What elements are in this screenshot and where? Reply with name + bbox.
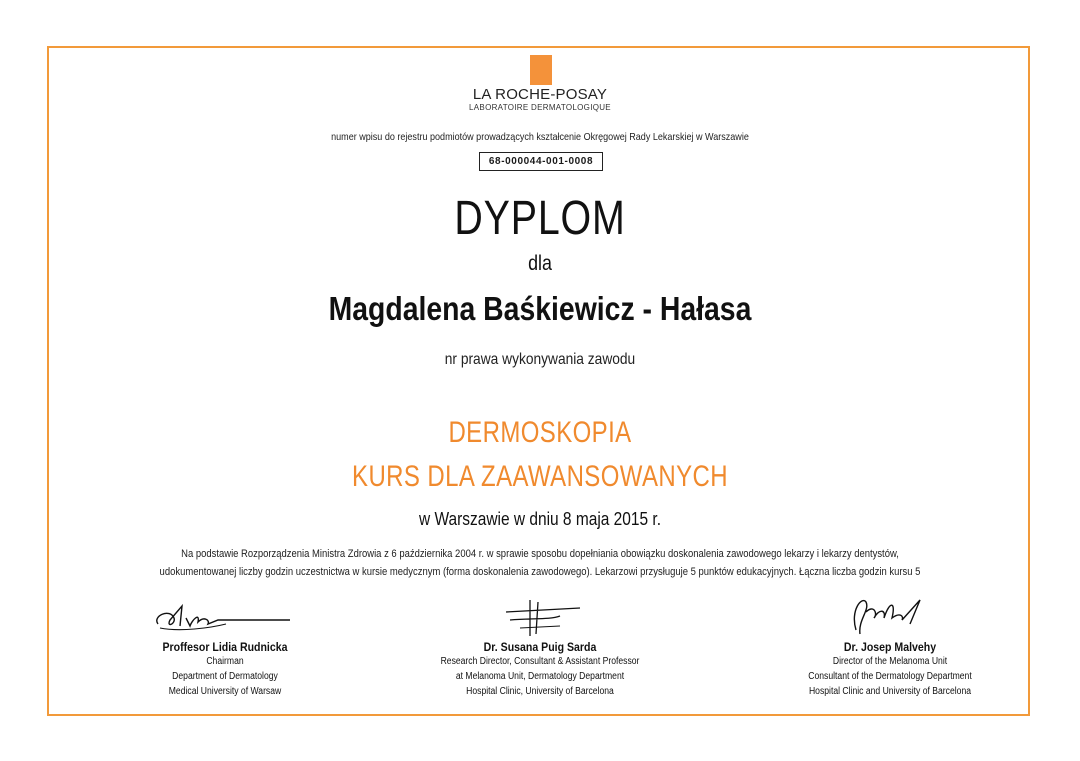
- signatory-title-2c: Hospital Clinic, University of Barcelona: [466, 686, 614, 697]
- license-label: nr prawa wykonywania zawodu: [444, 351, 636, 368]
- signatory-title-3a: Director of the Melanoma Unit: [832, 656, 948, 667]
- signatory-block-3: [770, 590, 1010, 699]
- place-and-date: w Warszawie w dniu 8 maja 2015 r.: [418, 509, 662, 529]
- signatory-title-3b: Consultant of the Dermatology Department: [808, 671, 972, 682]
- legal-text-line1: Na podstawie Rozporządzenia Ministra Zdrowia z 6 października 2004 r. w sprawie sposobu dopełniania obowiązku doskonalenia zawodowego lekarzy i lekarzy dentystów,: [181, 548, 899, 560]
- register-number: 68-000044-001-0008: [479, 152, 603, 171]
- diploma-title: DYPLOM: [454, 192, 626, 245]
- handwritten-signature-1: [130, 598, 320, 638]
- signatory-title-2b: at Melanoma Unit, Dermatology Department: [455, 671, 625, 682]
- legal-text-line2: udokumentowanej liczby godzin uczestnictwa w kursie medycznym (forma doskonalenia zawodowego). Lekarzowi przysługuje 5 punktów edukacyjnych. Łączna liczba godzin kursu 5: [159, 566, 921, 578]
- for-word: dla: [528, 252, 552, 275]
- brand-name: LA ROCHE-POSAY: [472, 86, 608, 103]
- signatory-name-1: Proffesor Lidia Rudnicka: [162, 640, 288, 654]
- recipient-name: Magdalena Baśkiewicz - Hałasa: [328, 290, 752, 327]
- signatory-title-2a: Research Director, Consultant & Assistant Professor: [440, 656, 640, 667]
- brand-subtitle: LABORATOIRE DERMATOLOGIQUE: [469, 103, 611, 112]
- signatory-title-3c: Hospital Clinic and University of Barcelona: [808, 686, 972, 697]
- brand-logo-square: [530, 55, 552, 85]
- signatory-name-2: Dr. Susana Puig Sarda: [483, 640, 597, 654]
- signatory-title-1a: Chairman: [206, 656, 244, 667]
- signatory-name-3: Dr. Josep Malvehy: [843, 640, 937, 654]
- signatory-title-1b: Department of Dermatology: [172, 671, 278, 682]
- signatory-title-1c: Medical University of Warsaw: [168, 686, 282, 697]
- course-title-line1: DERMOSKOPIA: [448, 416, 632, 449]
- course-title-line2: KURS DLA ZAAWANSOWANYCH: [352, 460, 728, 493]
- handwritten-signature-3: [770, 590, 1010, 638]
- register-description: numer wpisu do rejestru podmiotów prowadzących kształcenie Okręgowej Rady Lekarskiej w Warszawie: [331, 131, 749, 143]
- signatory-block-1: [130, 598, 320, 699]
- handwritten-signature-2: [410, 598, 670, 638]
- signatory-block-2: [410, 598, 670, 699]
